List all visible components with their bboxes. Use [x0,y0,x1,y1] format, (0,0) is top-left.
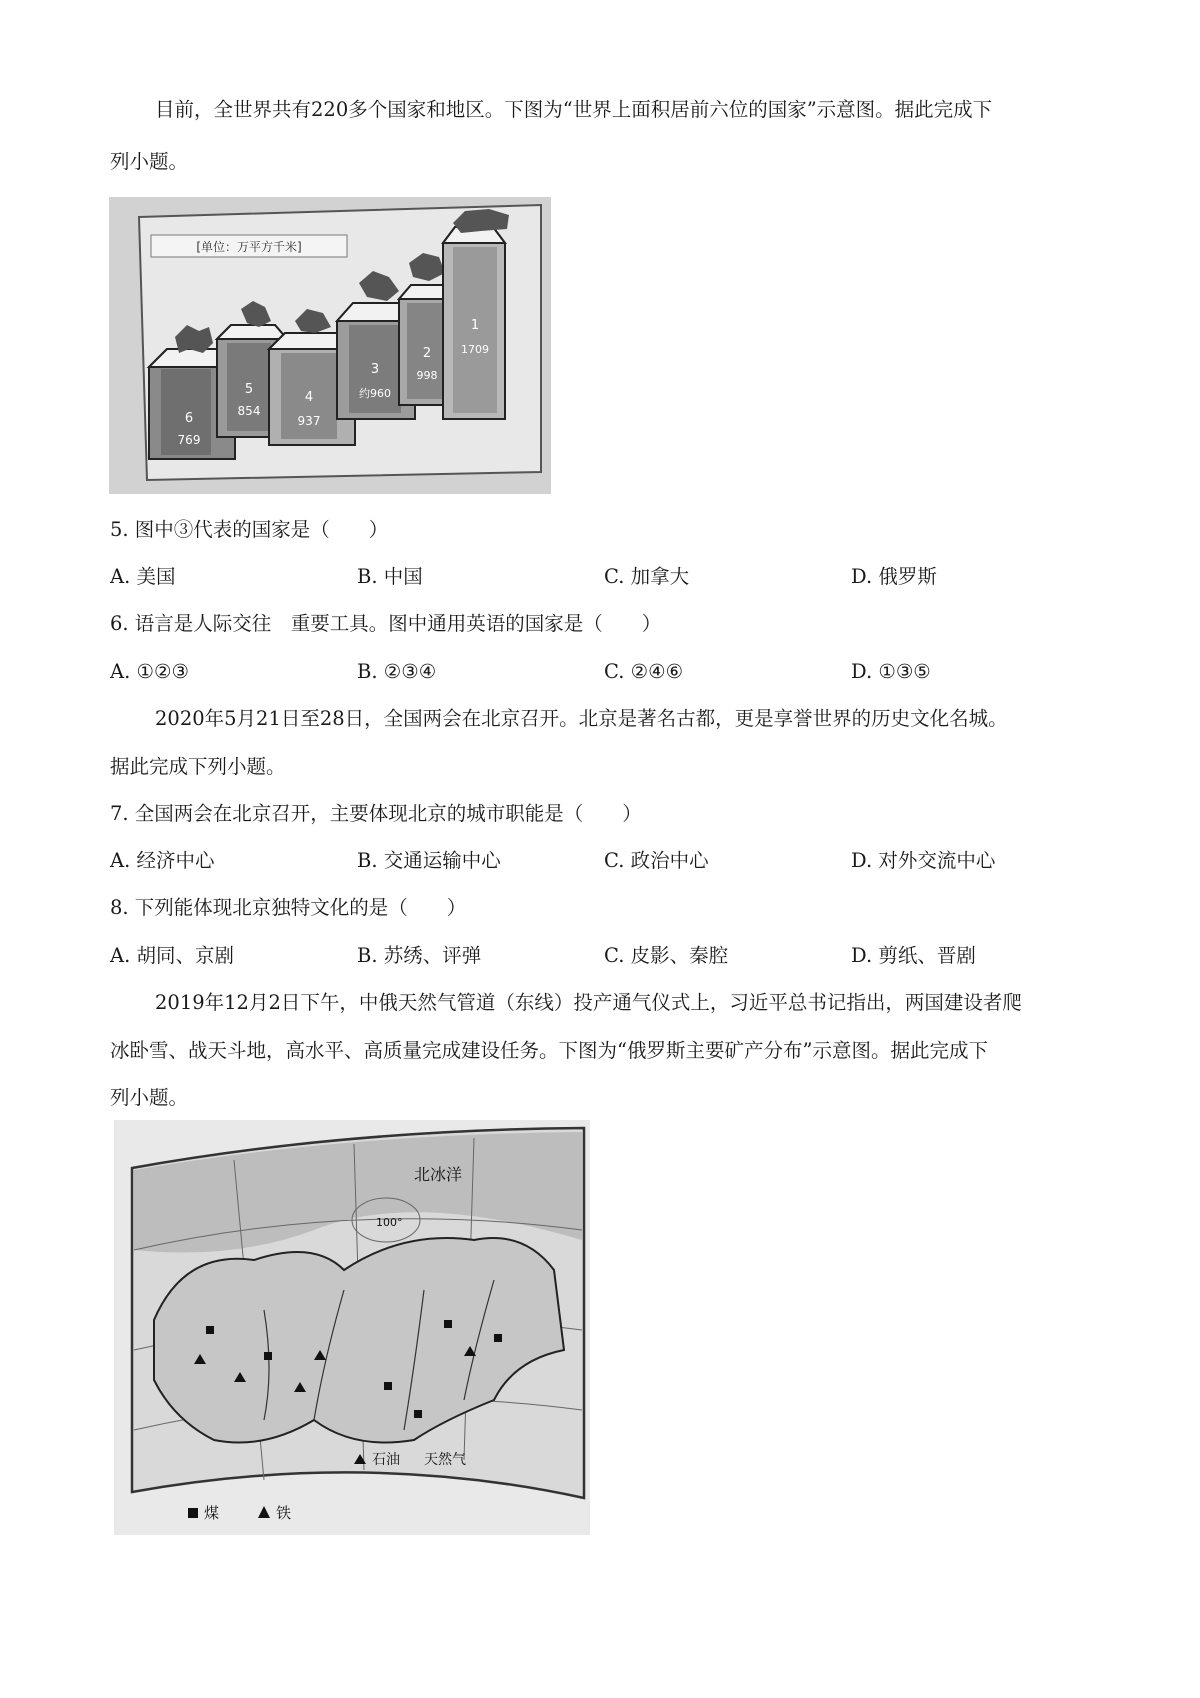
question-5-option-a: A. 美国 [110,565,176,588]
question-6-stem: 6. 语言是人际交往 重要工具。图中通用英语的国家是（ ） [110,612,662,635]
intro-paragraph-3-line-3: 列小题。 [110,1086,189,1109]
meridian-label: 100° [376,1216,403,1229]
intro-paragraph-1-line-2: 列小题。 [110,150,189,173]
question-7-option-b: B. 交通运输中心 [357,849,501,872]
column-6-value: 769 [177,433,201,447]
intro-paragraph-2-line-1: 2020年5月21日至28日，全国两会在北京召开。北京是著名古都，更是享誉世界的历史文化名城。 [155,707,1008,730]
russia-minerals-map [114,1120,590,1535]
question-8-option-a: A. 胡同、京剧 [110,944,234,967]
column-5-rank: 5 [244,382,254,397]
russia-map-illustration [114,1120,590,1535]
column-4-rank: 4 [304,390,314,405]
legend-gas-label: 天然气 [424,1452,466,1468]
column-2-value: 998 [416,369,438,382]
question-5-option-d: D. 俄罗斯 [851,565,937,588]
column-6-rank: 6 [184,411,194,426]
area-ranking-figure [109,197,551,494]
question-8-option-d: D. 剪纸、晋剧 [851,944,976,967]
area-ranking-illustration [109,197,551,494]
column-5-value: 854 [237,404,261,418]
column-rank-1 [443,209,509,419]
column-1-rank: 1 [470,318,480,333]
question-5-option-c: C. 加拿大 [604,565,690,588]
intro-paragraph-1-line-1: 目前，全世界共有220多个国家和地区。下图为“世界上面积居前六位的国家”示意图。据此完成下 [155,98,993,121]
question-8-option-c: C. 皮影、秦腔 [604,944,729,967]
question-7-option-d: D. 对外交流中心 [851,849,996,872]
intro-paragraph-3-line-2: 冰卧雪、战天斗地，高水平、高质量完成建设任务。下图为“俄罗斯主要矿产分布”示意图。据此完成下 [110,1039,988,1062]
question-7-stem: 7. 全国两会在北京召开，主要体现北京的城市职能是（ ） [110,802,642,825]
legend-iron-label: 铁 [276,1504,292,1522]
unit-label: [单位：万平方千米] [196,240,302,254]
question-8-stem: 8. 下列能体现北京独特文化的是（ ） [110,896,467,919]
question-7-option-a: A. 经济中心 [110,849,215,872]
intro-paragraph-3-line-1: 2019年12月2日下午，中俄天然气管道（东线）投产通气仪式上，习近平总书记指出，两国建设者爬 [155,991,1022,1014]
question-5-option-b: B. 中国 [357,565,423,588]
column-2-rank: 2 [422,346,432,361]
question-6-option-c: C. ②④⑥ [604,660,684,683]
column-3-rank: 3 [370,362,380,377]
legend-oil-label: 石油 [372,1452,400,1468]
question-7-option-c: C. 政治中心 [604,849,709,872]
intro-paragraph-2-line-2: 据此完成下列小题。 [110,755,286,778]
question-8-option-b: B. 苏绣、评弹 [357,944,482,967]
question-6-option-d: D. ①③⑤ [851,660,931,683]
question-5-stem: 5. 图中③代表的国家是（ ） [110,518,389,541]
question-6-option-b: B. ②③④ [357,660,437,683]
column-4-value: 937 [297,414,321,428]
column-3-value: 约960 [359,387,391,400]
question-6-option-a: A. ①②③ [110,660,189,683]
arctic-ocean-label: 北冰洋 [414,1165,463,1184]
legend-coal-label: 煤 [204,1504,220,1522]
column-1-value: 1709 [461,343,489,356]
